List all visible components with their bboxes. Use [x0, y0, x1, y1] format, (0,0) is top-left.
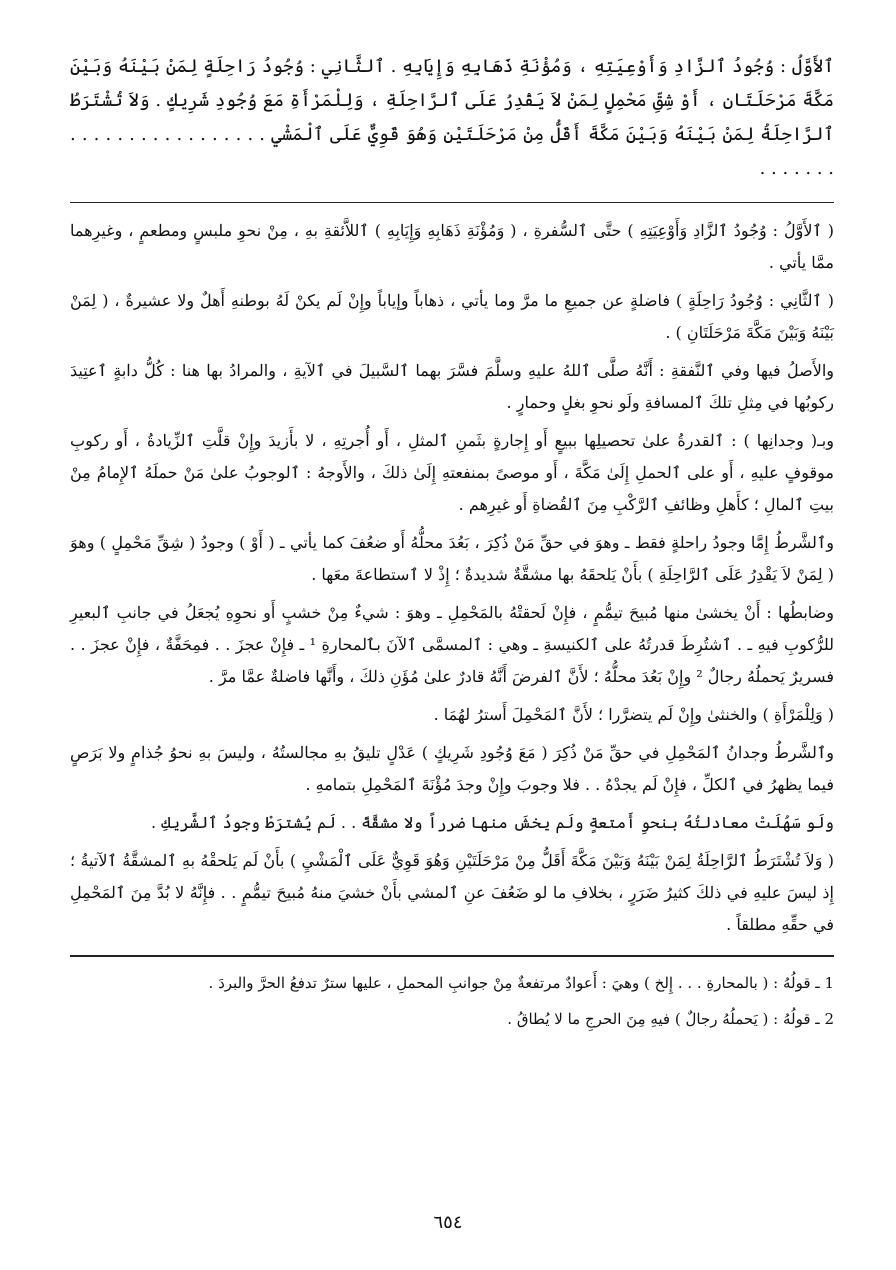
- commentary-paragraph: ( وَلاَ تُشْتَرَطُ ٱلرَّاحِلَةُ لِمَنْ بَيْنَهُ وَبَيْنَ مَكَّةَ أَقَلُّ مِنْ مَرْحَلَتَيْنِ وَهُوَ قَوِيٌّ عَلَى ٱلْمَشْيِ ) بأَنْ لَم يَلحقْهُ بهِ ٱلمشقَّةُ ٱلآتيةُ ؛ إِذ ليسَ عليهِ في ذلكَ كثيرُ ضَرَرٍ ، بخلافِ ما لو ضَعُفَ عنِ ٱلمشي بأَنْ خشيَ منهُ مُبيحَ تيمُّمٍ . . فإِنَّهُ لا بُدَّ مِنَ ٱلمَحْمِلِ في حقِّهِ مطلقاً .: [70, 851, 834, 934]
- page: [70, 50, 834, 1039]
- main-text-paragraph: ٱلأَوَّلُ : وُجُودُ ٱلزَّادِ وَأَوْعِيَتِهِ ، وَمُؤْنَةِ ذَهَابِهِ وَإِيَابِهِ . ٱلثَّانِي : وُجُودُ رَاحِلَةٍ لِمَنْ بَيْنَهُ وَبَيْنَ مَكَّةَ مَرْحَلَتَانِ ، أَوْ شِقِّ مَحْمِلٍ لِمَنْ لاَ يَقْدِرُ عَلَى ٱلرَّاحِلَةِ ، وَلِلْمَرْأَةِ مَعَ وُجُودِ شَرِيكٍ . وَلاَ تُشْتَرَطُ ٱلرَّاحِلَةُ لِمَنْ بَيْنَهُ وَبَيْنَ مَكَّةَ أَقَلُّ مِنْ مَرْحَلَتَيْنِ وَهُوَ قَوِيٌّ عَلَى ٱلْمَشْيِ . . . . . . . . . . . . . . . . . . . . . . . .: [70, 56, 834, 179]
- footnote-divider: [70, 955, 834, 957]
- commentary-paragraph: ولَو سَهُلَتْ معادلتُهُ بنحوِ أَمتعةٍ ولَم يخشَ منها ضرراً ولا مشقَّةً . . لَم يُشترَطْ وجودُ ٱلشَّريكِ .: [151, 813, 834, 832]
- commentary: [70, 215, 834, 941]
- divider: [70, 202, 834, 203]
- commentary-paragraph: وٱلشَّرطُ إِمَّا وجودُ راحلةٍ فقط ـ وهوَ في حقِّ مَنْ ذُكِرَ ، بَعُدَ محلُّهُ أَو ضعُفَ كما يأتي ـ ( أَوْ ) وجودُ ( شِقِّ مَحْمِلٍ ) وهوَ ( لِمَنْ لاَ يَقْدِرُ عَلَى ٱلرَّاحِلَةِ ) بأَنْ يَلحقَهُ بها مشقَّةٌ شديدةٌ ؛ إِذْ لا ٱستطاعةَ معَها .: [70, 533, 834, 584]
- commentary-paragraph: والأَصلُ فيها وفي ٱلنَّفقةِ : أَنَّهُ صلَّى ٱللهُ عليهِ وسلَّمَ فسَّرَ بهما ٱلسَّبيلَ في ٱلآيةِ ، والمرادُ بها هنا : كُلُّ دابةٍ ٱعتِيدَ ركوبُها في مِثلِ تلكَ ٱلمسافةِ ولَو نحوِ بغلٍ وحمارٍ .: [70, 361, 834, 412]
- commentary-paragraph: ( ٱلثَّانِي : وُجُودُ رَاحِلَةٍ ) فاضلةٍ عن جميعِ ما مرَّ وما يأتي ، ذهاباً وإياباً وإِنْ لَم يكنْ لَهُ بوطنهِ أَهلٌ ولا عشيرةٌ ، ( لِمَنْ بَيْنَهُ وَبَيْنَ مَكَّةَ مَرْحَلَتَانِ ) .: [70, 291, 834, 342]
- footnotes: [70, 967, 834, 1035]
- page-number: ٦٥٤: [433, 1212, 463, 1233]
- commentary-paragraph: ( وَلِلْمَرْأَةِ ) والخنثىٰ وإِنْ لَم يتضرَّرا ؛ لأَنَّ ٱلمَحْمِلَ أَسترُ لهُمَا .: [433, 705, 834, 724]
- main-text: [70, 50, 834, 186]
- commentary-paragraph: وبـ( وجدانِها ) : ٱلقدرةُ علىٰ تحصيلِها ببيعٍ أَو إِجارةٍ بثَمنِ ٱلمثلِ ، أَو أُجرتِهِ ، لا بأَزيدَ وإِنْ قلَّتِ ٱلزِّيادةُ ، أَو ركوبِ موقوفٍ عليهِ ، أَو على ٱلحملِ إِلَىٰ مَكَّةَ ، أَو موصىً بمنفعتهِ إِلَىٰ ذلكَ ، والأَوجهُ : ٱلوجوبُ علىٰ مَنْ حملَهُ ٱلإِمامُ مِنْ بيتِ ٱلمالِ ؛ كأَهلِ وظائفِ ٱلرَّكْبِ مِنَ ٱلقُضاةِ أَو غيرِهم .: [70, 431, 834, 514]
- footnote: 2 ـ قولُهُ : ( يَحملُهُ رجالٌ ) فيهِ مِنَ الحرجِ ما لا يُطاقُ .: [507, 1010, 834, 1028]
- commentary-paragraph: وضابطُها : أَنْ يخشىٰ منها مُبيحَ تيمُّمٍ ، فإِنْ لَحقتْهُ بالمَحْمِلِ ـ وهوَ : شيءٌ مِنْ خشبٍ أَو نحوِهِ يُجعَلُ في جانبِ ٱلبعيرِ للرُّكوبِ فيهِ ـ . ٱشتُرِطَ قدرتُهُ على ٱلكنيسةِ ـ وهي : ٱلمسمَّى ٱلآنَ بٱلمحارةِ ¹ ـ فإِنْ عجزَ . . فمِحَفَّةٌ ، فإِنْ عجزَ . . فسريرٌ يَحملُهُ رجالٌ ² وإِنْ بَعُدَ محلُّهُ ؛ لأَنَّ ٱلفرضَ أَنَّهُ قادرٌ علىٰ مُؤَنِ ذلكَ ، وأَنَّها فاضلةٌ عمَّا مرَّ .: [70, 603, 834, 686]
- commentary-paragraph: وٱلشَّرطُ وجدانُ ٱلمَحْمِلِ في حقِّ مَنْ ذُكِرَ ( مَعَ وُجُودِ شَرِيكٍ ) عَدْلٍ تليقُ بهِ مجالستُهُ ، وليسَ بهِ نحوُ جُذامٍ ولا بَرَصٍ فيما يظهرُ في ٱلكلِّ ، فإِنْ لَم يجدْهُ . . فلا وجوبَ وإِنْ وجدَ مُؤْنَةَ ٱلمَحْمِلِ بتمامهِ .: [70, 743, 834, 794]
- footnote: 1 ـ قولُهُ : ( بالمحارةِ . . . إِلخ ) وهيَ : أَعوادٌ مرتفعةٌ مِنْ جوانبِ المحملِ ، عليها سترٌ تدفعُ الحرَّ والبردَ .: [208, 974, 834, 992]
- commentary-paragraph: ( ٱلأَوَّلُ : وُجُودُ ٱلزَّادِ وَأَوْعِيَتِهِ ) حتَّى ٱلسُّفرةِ ، ( وَمُؤْنَةِ ذَهَابِهِ وَإِيَابِهِ ) ٱللاَّئقةِ بهِ ، مِنْ نحوِ ملبسٍ ومطعمٍ ، وغيرِهما ممَّا يأتي .: [70, 221, 834, 272]
